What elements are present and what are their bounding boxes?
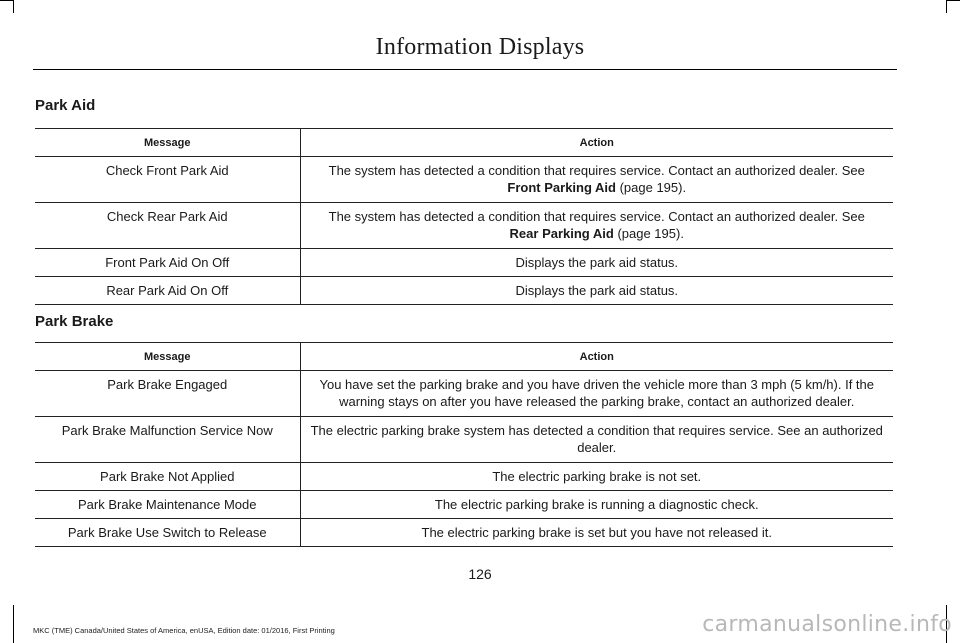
section-heading-park-brake: Park Brake [35, 313, 114, 330]
action-cell [300, 203, 893, 249]
action-cell: Displays the park aid status. [300, 249, 893, 277]
message-cell: Park Brake Not Applied [35, 463, 300, 491]
crop-mark [13, 0, 14, 13]
table-row [35, 371, 893, 417]
table-row [35, 519, 893, 547]
table-row [35, 203, 893, 249]
table-header-row [35, 343, 893, 371]
message-cell: Check Front Park Aid [35, 157, 300, 203]
action-cell: Displays the park aid status. [300, 277, 893, 305]
action-cell: The electric parking brake is not set. [300, 463, 893, 491]
crop-mark [13, 605, 14, 643]
action-cell [300, 157, 893, 203]
section-heading-park-aid: Park Aid [35, 97, 96, 114]
park-brake-table [35, 342, 893, 547]
page-reference-suffix: (page 195). [613, 226, 684, 241]
action-text: The system has detected a condition that requires service. Contact an authorized dealer. See [328, 209, 865, 224]
table-row [35, 417, 893, 463]
park-aid-table [35, 128, 893, 305]
message-cell: Park Brake Malfunction Service Now [35, 417, 300, 463]
page-reference-link[interactable]: Front Parking Aid [507, 180, 616, 195]
crop-mark [946, 0, 960, 1]
crop-mark [946, 0, 947, 13]
action-cell: The electric parking brake system has detected a condition that requires service. See an authorized dealer. [300, 417, 893, 463]
table-row [35, 277, 893, 305]
title-divider [33, 69, 897, 70]
action-text: The system has detected a condition that requires service. Contact an authorized dealer. See [328, 163, 865, 178]
watermark: carmanualsonline.info [702, 612, 952, 637]
column-header-action: Action [300, 343, 893, 371]
table-row [35, 157, 893, 203]
page-reference-suffix: (page 195). [615, 180, 687, 195]
message-cell: Rear Park Aid On Off [35, 277, 300, 305]
action-cell: The electric parking brake is running a diagnostic check. [300, 491, 893, 519]
page-reference-link[interactable]: Rear Parking Aid [509, 226, 614, 241]
message-cell: Park Brake Engaged [35, 371, 300, 417]
table-row [35, 463, 893, 491]
table-row [35, 249, 893, 277]
edition-footer: MKC (TME) Canada/United States of America, enUSA, Edition date: 01/2016, First Printing [33, 626, 335, 635]
column-header-message: Message [35, 343, 300, 371]
page-number: 126 [468, 566, 492, 582]
message-cell: Check Rear Park Aid [35, 203, 300, 249]
crop-mark [0, 0, 13, 1]
column-header-message: Message [35, 129, 300, 157]
message-cell: Park Brake Use Switch to Release [35, 519, 300, 547]
action-cell: You have set the parking brake and you have driven the vehicle more than 3 mph (5 km/h). If the warning stays on after you have released the parking brake, contact an authorized dealer. [300, 371, 893, 417]
table-header-row [35, 129, 893, 157]
table-row [35, 491, 893, 519]
message-cell: Front Park Aid On Off [35, 249, 300, 277]
page-title: Information Displays [375, 34, 585, 60]
action-cell: The electric parking brake is set but you have not released it. [300, 519, 893, 547]
column-header-action: Action [300, 129, 893, 157]
message-cell: Park Brake Maintenance Mode [35, 491, 300, 519]
